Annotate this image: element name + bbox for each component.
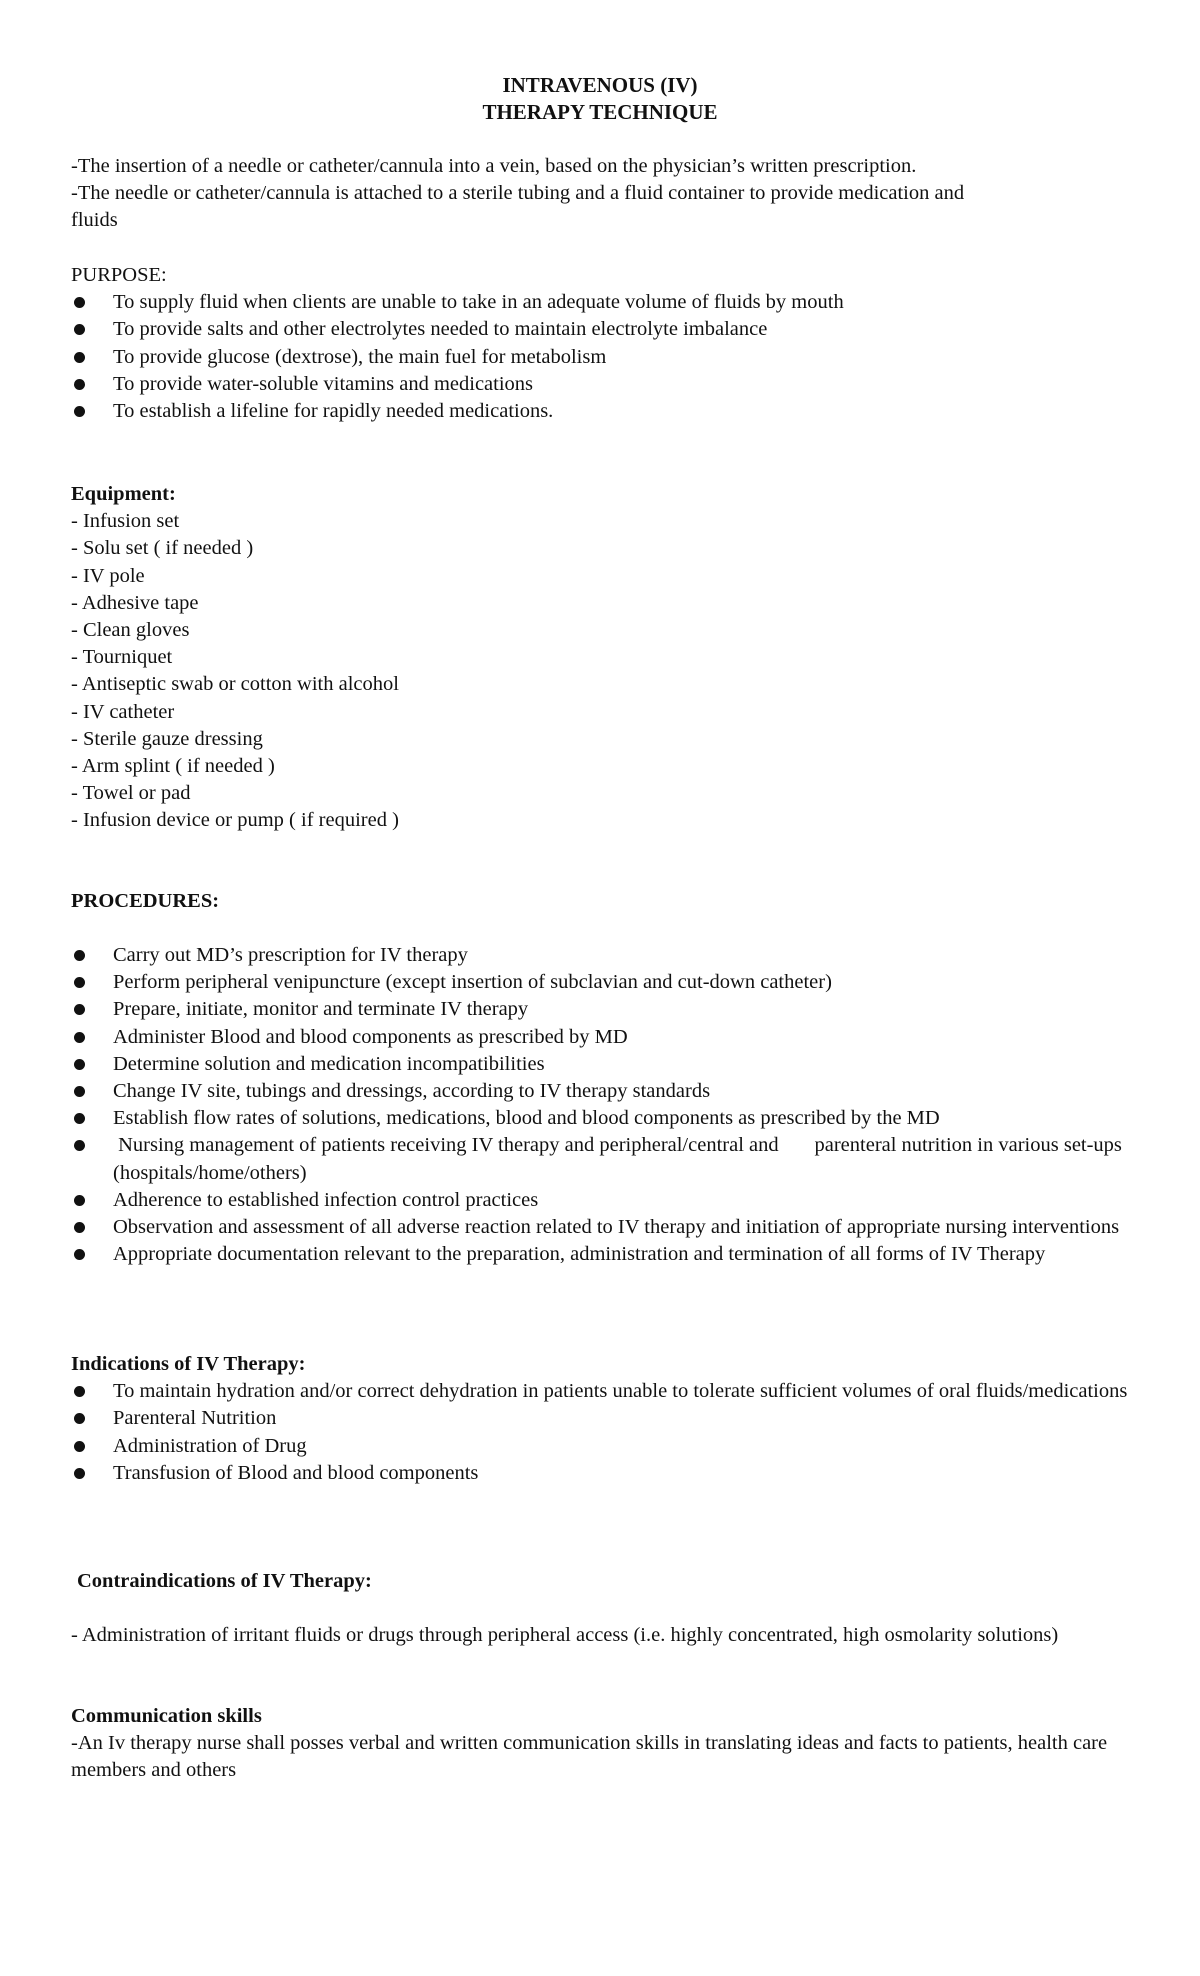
document-title-line-2: THERAPY TECHNIQUE bbox=[482, 100, 718, 124]
communication-section bbox=[71, 1703, 1131, 1785]
intro-line: -The insertion of a needle or catheter/cannula into a vein, based on the physician’s written prescription. bbox=[71, 155, 917, 177]
procedure-item: Observation and assessment of all adverse reaction related to IV therapy and initiation of appropriate nursing interventions bbox=[71, 1214, 1131, 1241]
contraindications-heading: Contraindications of IV Therapy: bbox=[77, 1570, 372, 1592]
procedure-item: Change IV site, tubings and dressings, according to IV therapy standards bbox=[71, 1078, 1131, 1105]
intro-section bbox=[71, 153, 1131, 235]
equipment-item: - Antiseptic swab or cotton with alcohol bbox=[71, 673, 399, 696]
intro-line: fluids bbox=[71, 209, 118, 232]
equipment-item: - Adhesive tape bbox=[71, 591, 199, 614]
equipment-item: - Arm splint ( if needed ) bbox=[71, 754, 275, 777]
procedure-item: Administer Blood and blood components as prescribed by MD bbox=[71, 1024, 1131, 1051]
purpose-item: To supply fluid when clients are unable to take in an adequate volume of fluids by mouth bbox=[71, 289, 1131, 316]
contraindications-heading-wrap bbox=[71, 1568, 1137, 1595]
procedure-item: Determine solution and medication incompatibilities bbox=[71, 1051, 1131, 1078]
purpose-item: To provide water-soluble vitamins and medications bbox=[71, 371, 1131, 398]
purpose-item: To provide glucose (dextrose), the main fuel for metabolism bbox=[71, 344, 1131, 371]
procedures-heading: PROCEDURES: bbox=[71, 890, 220, 912]
equipment-item: - Tourniquet bbox=[71, 646, 173, 669]
procedures-list bbox=[71, 942, 1131, 1268]
purpose-section bbox=[71, 262, 1131, 425]
equipment-section bbox=[71, 481, 1131, 834]
procedure-item: Adherence to established infection control practices bbox=[71, 1187, 1131, 1214]
indication-item: Transfusion of Blood and blood components bbox=[71, 1460, 1131, 1487]
procedure-item: Establish flow rates of solutions, medications, blood and blood components as prescribed by the MD bbox=[71, 1105, 1131, 1132]
equipment-item: - Clean gloves bbox=[71, 618, 190, 641]
equipment-item: - IV catheter bbox=[71, 700, 175, 723]
procedure-item: Appropriate documentation relevant to the preparation, administration and termination of all forms of IV Therapy bbox=[71, 1241, 1131, 1268]
equipment-list bbox=[71, 508, 1131, 834]
equipment-item: - Infusion set bbox=[71, 510, 180, 533]
equipment-item: - Infusion device or pump ( if required ) bbox=[71, 809, 399, 832]
equipment-item: - IV pole bbox=[71, 564, 145, 587]
purpose-heading: PURPOSE: bbox=[71, 264, 167, 286]
equipment-item: - Towel or pad bbox=[71, 782, 191, 805]
purpose-item: To establish a lifeline for rapidly needed medications. bbox=[71, 398, 1131, 425]
procedure-item: Carry out MD’s prescription for IV therapy bbox=[71, 942, 1131, 969]
document-title-line-1: INTRAVENOUS (IV) bbox=[502, 73, 698, 97]
communication-text: -An Iv therapy nurse shall posses verbal and written communication skills in translating ideas and facts to patients, health care members and others bbox=[71, 1732, 1108, 1782]
indications-list bbox=[71, 1378, 1131, 1487]
communication-heading: Communication skills bbox=[71, 1705, 262, 1727]
purpose-list bbox=[71, 289, 1131, 425]
equipment-heading: Equipment: bbox=[71, 483, 176, 505]
equipment-item: - Sterile gauze dressing bbox=[71, 727, 263, 750]
indication-item: To maintain hydration and/or correct dehydration in patients unable to tolerate sufficient volumes of oral fluids/medications bbox=[71, 1378, 1131, 1405]
contraindications-text: - Administration of irritant fluids or drugs through peripheral access (i.e. highly concentrated, high osmolarity solutions) bbox=[71, 1624, 1059, 1646]
procedure-item: Prepare, initiate, monitor and terminate IV therapy bbox=[71, 996, 1131, 1023]
equipment-item: - Solu set ( if needed ) bbox=[71, 537, 254, 560]
procedure-item: Nursing management of patients receiving IV therapy and peripheral/central and parenteral nutrition in various set-ups (hospitals/home/others) bbox=[71, 1132, 1131, 1186]
indication-item: Parenteral Nutrition bbox=[71, 1405, 1131, 1432]
purpose-item: To provide salts and other electrolytes needed to maintain electrolyte imbalance bbox=[71, 316, 1131, 343]
procedures-section bbox=[71, 942, 1131, 1268]
procedure-item: Perform peripheral venipuncture (except insertion of subclavian and cut-down catheter) bbox=[71, 969, 1131, 996]
indication-item: Administration of Drug bbox=[71, 1433, 1131, 1460]
indications-section bbox=[71, 1351, 1131, 1487]
intro-line: -The needle or catheter/cannula is attached to a sterile tubing and a fluid container to provide medication and bbox=[71, 182, 965, 205]
indications-heading: Indications of IV Therapy: bbox=[71, 1353, 306, 1375]
